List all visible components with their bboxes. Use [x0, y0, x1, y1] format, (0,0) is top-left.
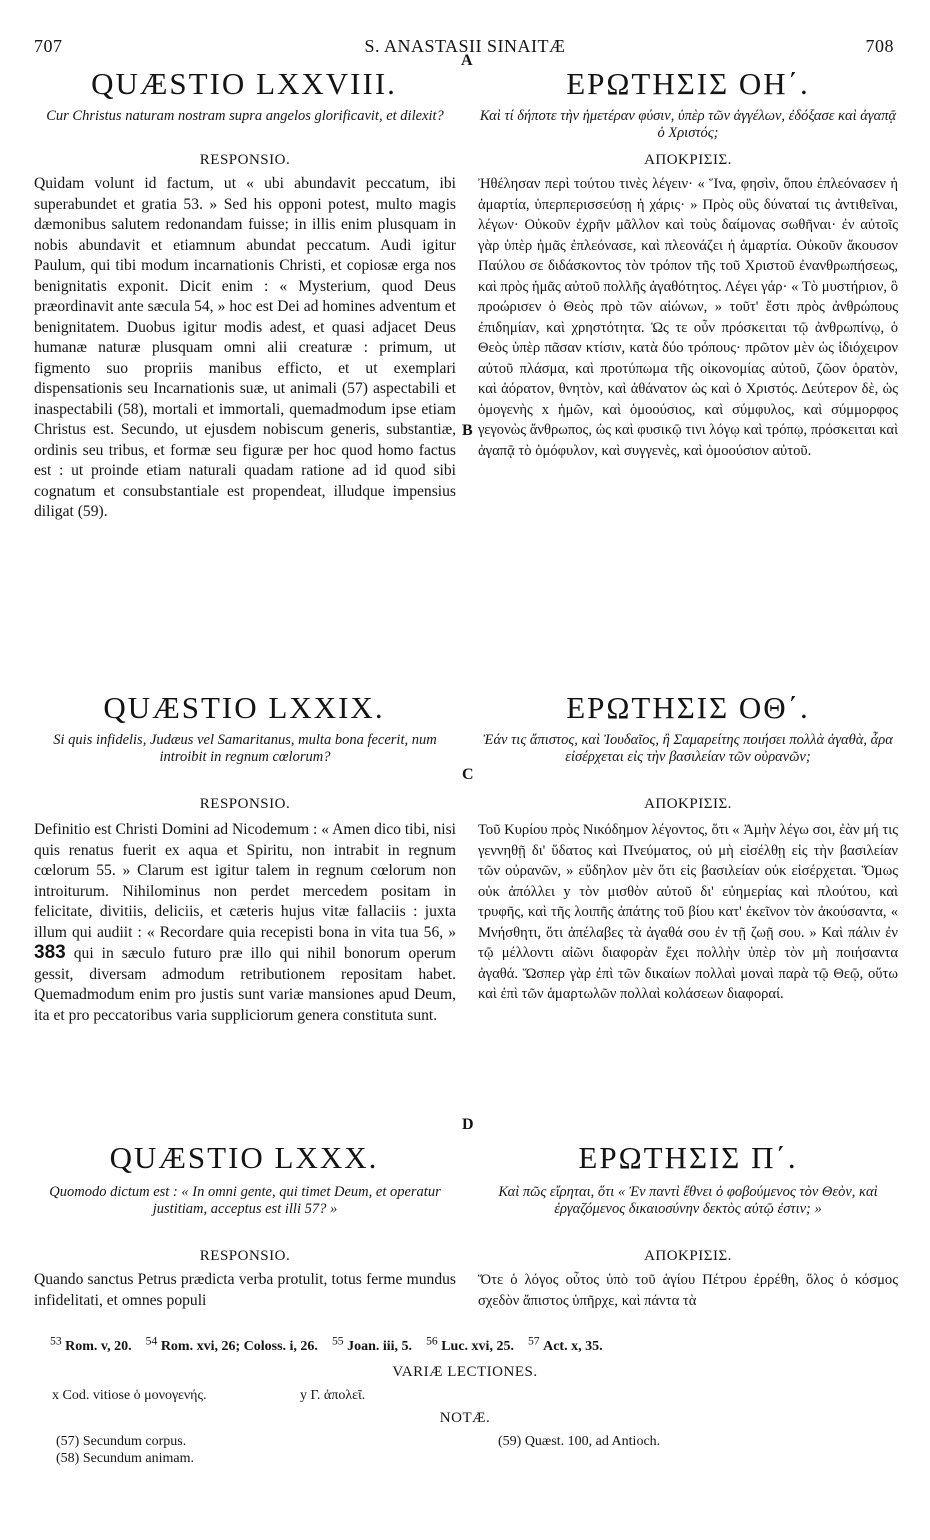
running-title: S. ANASTASII SINAITÆ: [364, 36, 566, 56]
variant-reading-y: y Γ. ἀπολεῖ.: [300, 1388, 366, 1403]
q79-greek-title: ΕΡΩΤΗΣΙΣ ΟΘ΄.: [566, 690, 810, 725]
margin-letter-a: A: [461, 52, 473, 69]
q78-latin-question: Cur Christus naturam nostram supra angelos glorificavit, et dilexit?: [46, 108, 444, 124]
q80-latin-question: Quomodo dictum est : « In omni gente, qui timet Deum, et operatur justitiam, acceptus est illi 57? »: [49, 1184, 441, 1217]
q78-greek-text: Ἠθέλησαν περὶ τούτου τινὲς λέγειν· « Ἵνα, φησὶν, ὅπου ἐπλεόνασεν ἡ ἁμαρτία, ὑπερπερισσεύσῃ ἡ χάρις· » Πρὸς οὓς δύναταί τις ἀντιθεῖναι, λέγων· Οὐκοῦν ἐχρῆν μᾶλλον καὶ τοὺς δαίμονας σωθῆναι· ἐν αὐτοῖς γὰρ ὑπὲρ ἡμᾶς ἐπλεόνασε, καὶ πλεονάζει ἡ ἁμαρτία. Οὐκοῦν ἄκουσον Παύλου σε διδάσκοντος τὸν τρόπον τῆς τοῦ Χριστοῦ ἐνανθρωπήσεως, καὶ πρὸς ἡμᾶς αὐτοῦ πολλῆς ἀγαθότητος. Λέγει γάρ· « Τὸ μυστήριον, ὃ προώρισεν ὁ Θεὸς πρὸ τῶν αἰώνων, » τοῦτ' ἔστι πρὸς ἀνθρώπους ἐπιδημίαν, καὶ χρηστότητα. Ὡς τε οὖν πρόσκειται τῷ ἀνθρωπίνῳ, ὁ Θεὸς ὑπὲρ πᾶσαν κτίσιν, κατὰ δύο τρόπους· πρῶτον μὲν ὡς ἰδιόχειρον αὐτοῦ πλάσμα, καὶ προτύπωμα τῆς οἰκονομίας αὐτοῦ, ζῶον ὁρατὸν, καὶ ἀόρατον, θνητὸν, καὶ ἀθάνατον ὡς καὶ ὁ Χριστός. Δεύτερον δὲ, ὡς ὁμογενὴς x ἡμῶν, καὶ ὁμοούσιος, καὶ σύμφυλος, καὶ σύμμορφος γεγονὼς ἄνθρωπος, ὡς καὶ φυσικῷ τινι λόγῳ καὶ τρόπῳ, πρόσκειται καὶ ἀγαπᾷ τὸ ὁμόφυλον, καὶ συγγενὲς, καὶ ὁμοούσιον αὐτοῦ.: [478, 176, 898, 459]
q80-latin-title: QUÆSTIO LXXX.: [109, 1140, 379, 1175]
q78-latin-text: Quidam volunt id factum, ut « ubi abundavit peccatum, ibi superabundet et gratia 53. » Sed his opponi potest, multo magis dæmonibus salutem redonandam fuisse; in illis enim plusquam in nobis abundavit et etiamnum abundat peccatum. Audi igitur Paulum, qui tibi modum incarnationis Christi, et copiosæ erga nos benignitatis exponit. Dicit enim : « Mysterium, quod Deus præordinavit ante sæcula 54, » hoc est Dei ad homines adventum et benignitatem. Duobus igitur modis adest, et quasi adjacet Deus humanæ naturæ plusquam omni alii creaturæ : primum, ut figmento suo propriis manibus efficto, et ut exemplari dispensationis seu Incarnationis suæ, ut animali (57) aspectabili et inaspectabili (58), mortali et immortali, quemadmodum ipse etiam Christus est. Secundo, ut ejusdem nobiscum generis, substantiæ, ordinis seu tribus, et formæ seu figuræ per hoc quod homo factus est : ut proinde etiam naturali quadam ratione ad id quod sibi cognatum et consubstantiale est propendeat, illudque impensius diligat (59).: [34, 175, 456, 520]
q79-latin-title: QUÆSTIO LXXIX.: [103, 690, 385, 725]
note-57: (57) Secundum corpus.: [56, 1434, 187, 1449]
margin-letter-c: C: [462, 766, 474, 783]
q79-latin-responsio: RESPONSIO.: [199, 796, 291, 812]
q80-greek-text: Ὅτε ὁ λόγος οὗτος ὑπὸ τοῦ ἁγίου Πέτρου ἐρρέθη, ὅλος ὁ κόσμος σχεδὸν ἄπιστος ὑπῆρχε, καὶ πάντα τὰ: [478, 1272, 898, 1309]
notae-heading: NOTÆ.: [439, 1410, 491, 1426]
q80-latin-text: Quando sanctus Petrus prædicta verba protulit, totus ferme mundus infidelitati, et omnes populi: [34, 1271, 456, 1309]
q80-latin-responsio: RESPONSIO.: [199, 1248, 291, 1264]
variae-lectiones-heading: VARIÆ LECTIONES.: [392, 1364, 538, 1380]
q78-greek-title: ΕΡΩΤΗΣΙΣ ΟΗ΄.: [566, 66, 810, 101]
margin-letter-d: D: [462, 1116, 474, 1133]
q79-greek-text: Τοῦ Κυρίου πρὸς Νικόδημον λέγοντος, ὅτι « Ἀμὴν λέγω σοι, ἐὰν μή τις γεννηθῇ δι' ὕδατος καὶ Πνεύματος, οὐ μὴ εἰσέλθῃ εἰς τὴν βασιλείαν τῶν οὐρανῶν, » εὔδηλον μὲν ὅτι εἰς βασιλείαν οὐκ εἰσέρχεται. Ὅμως οὐκ ἀπόλλει y τὸν μισθὸν αὐτοῦ δι' εὐημερίας καὶ πλούτου, καὶ τρυφῆς, καὶ τῆς λοιπῆς ἀπάτης τοῦ βίου κατ' ἐκεῖνον τὸν ἀκούσαντα, « Μνήσθητι, ὅτι ἀπέλαβες τὰ ἀγαθά σου ἐν τῇ ζωῇ σου. » Καὶ πάλιν ἐν τῷ μέλλοντι αἰῶνι διαφορὰν ἔχει πολλὴν ὑπὲρ τὸν μὴ ποιήσαντα ἀγαθά. Ὥσπερ γὰρ ἐπὶ τῶν δικαίων πολλαὶ μοναὶ παρὰ τῷ Θεῷ, οὕτω καὶ ἐπὶ τῶν ἁμαρτωλῶν πολλαὶ κολάσεων διαφοραί.: [478, 822, 898, 1002]
q78-latin-title: QUÆSTIO LXXVIII.: [91, 66, 397, 101]
q78-greek-apokrisis: ΑΠΟΚΡΙΣΙΣ.: [644, 152, 732, 168]
footnote: $^{54}$ Rom. xvi, 26; Coloss. i, 26.: [145, 1334, 318, 1354]
q80-greek-question: Καὶ πῶς εἴρηται, ὅτι « Ἐν παντὶ ἔθνει ὁ φοβούμενος τὸν Θεὸν, καὶ ἐργαζόμενος δικαιοσύνην δεκτὸς αὐτῷ ἐστιν; »: [498, 1184, 878, 1217]
q80-greek-title: ΕΡΩΤΗΣΙΣ Π΄.: [578, 1140, 798, 1175]
page-number-right: 708: [865, 36, 894, 56]
q79-latin-text-part2: qui in sæculo futuro præ illo qui nihil bonorum operum gessit, diversam admodum retributionem repositam habet. Quemadmodum enim pro justis sunt variæ mansiones apud Deum, ita et pro peccatoribus varia suppliciorum genera constituta sunt.: [34, 945, 456, 1024]
q79-latin-question: Si quis infidelis, Judæus vel Samaritanus, multa bona fecerit, num introibit in regnum cœlorum?: [53, 732, 437, 765]
q78-greek-question: Καὶ τί δήποτε τὴν ἡμετέραν φύσιν, ὑπὲρ τῶν ἀγγέλων, ἐδόξασε καὶ ἀγαπᾷ ὁ Χριστός;: [479, 108, 897, 141]
column-number: 383: [34, 942, 66, 963]
variant-reading-x: x Cod. vitiose ὁ μονογενής.: [52, 1388, 207, 1403]
footnote: $^{53}$ Rom. v, 20.: [50, 1334, 132, 1354]
page-number-left: 707: [34, 36, 63, 56]
footnote: $^{56}$ Luc. xvi, 25.: [426, 1334, 514, 1354]
note-58: (58) Secundum animam.: [56, 1451, 195, 1466]
scripture-footnotes: [50, 1334, 603, 1355]
q79-latin-text: [34, 820, 456, 1026]
footnote: $^{57}$ Act. x, 35.: [527, 1334, 603, 1354]
note-59: (59) Quæst. 100, ad Antioch.: [498, 1434, 661, 1449]
q80-greek-apokrisis: ΑΠΟΚΡΙΣΙΣ.: [644, 1248, 732, 1264]
q78-latin-responsio: RESPONSIO.: [199, 152, 291, 168]
q79-latin-text-part1: Definitio est Christi Domini ad Nicodemum : « Amen dico tibi, nisi quis renatus fuerit ex aqua et Spiritu, non intrabit in regnum cœlorum 55. » Clarum est igitur talem in regnum cœlorum non introiturum. Nihilominus non perdet mercedem positam in felicitate, divitiis, deliciis, et cæteris hujus vitæ fallaciis : juxta illum qui audiit : « Recordare quia recepisti bona in vita tua 56, »: [34, 821, 456, 941]
q79-greek-question: Ἐάν τις ἄπιστος, καὶ Ἰουδαῖος, ἢ Σαμαρείτης ποιήσει πολλὰ ἀγαθὰ, ἆρα εἰσέρχεται εἰς τὴν βασιλείαν τῶν οὐρανῶν;: [483, 732, 893, 765]
footnote: $^{55}$ Joan. iii, 5.: [331, 1334, 413, 1354]
q79-greek-apokrisis: ΑΠΟΚΡΙΣΙΣ.: [644, 796, 732, 812]
margin-letter-b: B: [462, 422, 473, 439]
